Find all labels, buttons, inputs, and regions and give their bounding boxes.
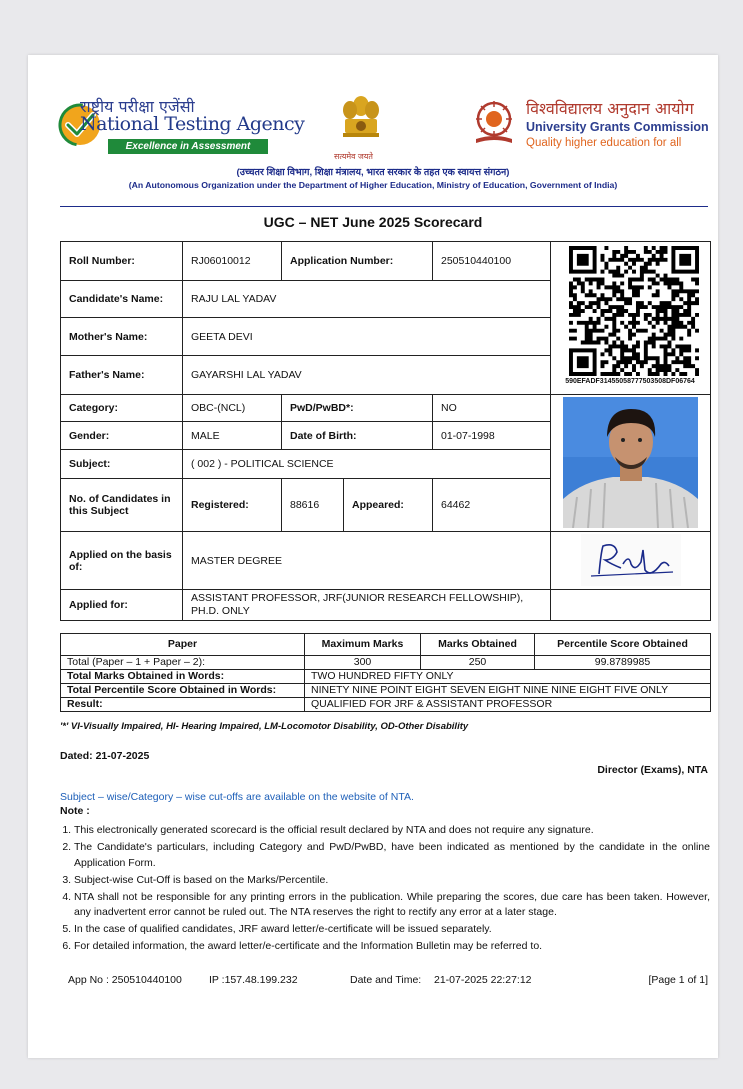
gender-value: MALE	[183, 422, 282, 450]
applied-for-label: Applied for:	[61, 590, 183, 621]
qr-cell	[551, 242, 711, 395]
footer-datetime: 21-07-2025 22:27:12	[434, 974, 532, 986]
roll-number: RJ06010012	[183, 242, 282, 281]
nta-hindi-name: राष्ट्रीय परीक्षा एजेंसी	[80, 97, 195, 116]
category-label: Category:	[61, 395, 183, 422]
percentile-header: Percentile Score Obtained	[535, 634, 711, 656]
header-divider	[60, 206, 708, 207]
max-marks-header: Maximum Marks	[305, 634, 421, 656]
note-item: 5. In the case of qualified candidates, JRF award letter/e-certificate will be issued separately.	[74, 922, 710, 938]
candidate-photo	[563, 397, 698, 528]
percentile-value: 99.8789985	[535, 656, 711, 670]
result-value: QUALIFIED FOR JRF & ASSISTANT PROFESSOR	[305, 698, 711, 712]
footer-app-no: App No : 250510440100	[68, 974, 182, 986]
percentile-words-value: NINETY NINE POINT EIGHT SEVEN EIGHT NINE NINE EIGHT FIVE ONLY	[305, 684, 711, 698]
roll-label: Roll Number:	[61, 242, 183, 281]
nta-english-name: National Testing Agency	[80, 113, 305, 135]
ugc-tagline: Quality higher education for all	[526, 137, 682, 149]
qr-code-text: 590EFADF31455058777503508DF06764	[565, 378, 695, 385]
director-signatory: Director (Exams), NTA	[597, 764, 708, 776]
subject-label: Subject:	[61, 450, 183, 478]
page-title: UGC – NET June 2025 Scorecard	[263, 214, 483, 230]
marks-words-value: TWO HUNDRED FIFTY ONLY	[305, 670, 711, 684]
results-table	[60, 633, 711, 712]
gender-label: Gender:	[61, 422, 183, 450]
candidates-count-label: No. of Candidates in this Subject	[61, 478, 183, 531]
appeared-value: 64462	[433, 478, 551, 531]
dob-value: 01-07-1998	[433, 422, 551, 450]
mother-name: GEETA DEVI	[183, 318, 551, 356]
paper-header: Paper	[61, 634, 305, 656]
candidate-signature	[581, 534, 681, 586]
marks-obtained-value: 250	[421, 656, 535, 670]
candidate-name: RAJU LAL YADAV	[183, 281, 551, 318]
empty-cell	[551, 590, 711, 621]
note-item: 2. The Candidate's particulars, including Category and PwD/PwBD, have been indicated as mentioned by the candidate in the online Application Form.	[74, 840, 710, 871]
marks-words-label: Total Marks Obtained in Words:	[61, 670, 305, 684]
marks-obtained-header: Marks Obtained	[421, 634, 535, 656]
ugc-hindi-name: विश्वविद्यालय अनुदान आयोग	[526, 99, 694, 118]
scorecard-page	[28, 55, 718, 1058]
ugc-english-name: University Grants Commission	[526, 120, 709, 134]
disability-legend: '*' VI-Visually Impaired, HI- Hearing Impaired, LM-Locomotor Disability, OD-Other Disability	[60, 721, 469, 732]
ugc-logo-icon	[470, 99, 518, 149]
basis-value: MASTER DEGREE	[183, 532, 551, 590]
basis-label: Applied on the basis of:	[61, 532, 183, 590]
candidate-details-table	[60, 241, 711, 621]
category-value: OBC-(NCL)	[183, 395, 282, 422]
note-item: 4. NTA shall not be responsible for any printing errors in the publication. While preparing the scores, due care has been taken. However, any inadvertent error cannot be ruled out. The NTA reserves the right to rectify any error at a later stage.	[74, 890, 710, 921]
ashoka-emblem-icon	[338, 92, 384, 152]
application-number: 250510440100	[433, 242, 551, 281]
cutoff-note: Subject – wise/Category – wise cut-offs are available on the website of NTA.	[60, 791, 414, 803]
org-english-subtitle: (An Autonomous Organization under the Department of Higher Education, Ministry of Education, Government of India)	[128, 180, 618, 190]
result-label: Result:	[61, 698, 305, 712]
photo-cell	[551, 395, 711, 532]
note-item: 3. Subject-wise Cut-Off is based on the Marks/Percentile.	[74, 873, 710, 889]
footer-datetime-label: Date and Time:	[350, 974, 422, 986]
father-label: Father's Name:	[61, 356, 183, 395]
qr-code-icon	[567, 246, 701, 376]
total-label: Total (Paper – 1 + Paper – 2):	[61, 656, 305, 670]
max-marks-value: 300	[305, 656, 421, 670]
name-label: Candidate's Name:	[61, 281, 183, 318]
subject-value: ( 002 ) - POLITICAL SCIENCE	[183, 450, 551, 478]
percentile-words-label: Total Percentile Score Obtained in Words:	[61, 684, 305, 698]
note-label: Note :	[60, 805, 90, 817]
footer-page: [Page 1 of 1]	[648, 974, 708, 986]
nta-tagline: Excellence in Assessment	[108, 139, 268, 154]
father-name: GAYARSHI LAL YADAV	[183, 356, 551, 395]
note-item: 1. This electronically generated scorecard is the official result declared by NTA and does not require any signature.	[74, 823, 710, 839]
footer-ip: IP :157.48.199.232	[209, 974, 298, 986]
application-label: Application Number:	[282, 242, 433, 281]
signature-cell	[551, 532, 711, 590]
emblem-motto: सत्यमेव जयते	[334, 152, 373, 161]
registered-label: Registered:	[183, 478, 282, 531]
pwd-label: PwD/PwBD*:	[282, 395, 433, 422]
dated: Dated: 21-07-2025	[60, 750, 150, 762]
appeared-label: Appeared:	[344, 478, 433, 531]
registered-value: 88616	[282, 478, 344, 531]
notes-list	[60, 823, 710, 956]
pwd-value: NO	[433, 395, 551, 422]
applied-for-value: ASSISTANT PROFESSOR, JRF(JUNIOR RESEARCH FELLOWSHIP), PH.D. ONLY	[183, 590, 551, 621]
dob-label: Date of Birth:	[282, 422, 433, 450]
org-hindi-subtitle: (उच्चतर शिक्षा विभाग, शिक्षा मंत्रालय, भारत सरकार के तहत एक स्वायत्त संगठन)	[236, 167, 510, 178]
note-item: 6. For detailed information, the award letter/e-certificate and the Information Bulletin may be referred to.	[74, 939, 710, 955]
mother-label: Mother's Name:	[61, 318, 183, 356]
